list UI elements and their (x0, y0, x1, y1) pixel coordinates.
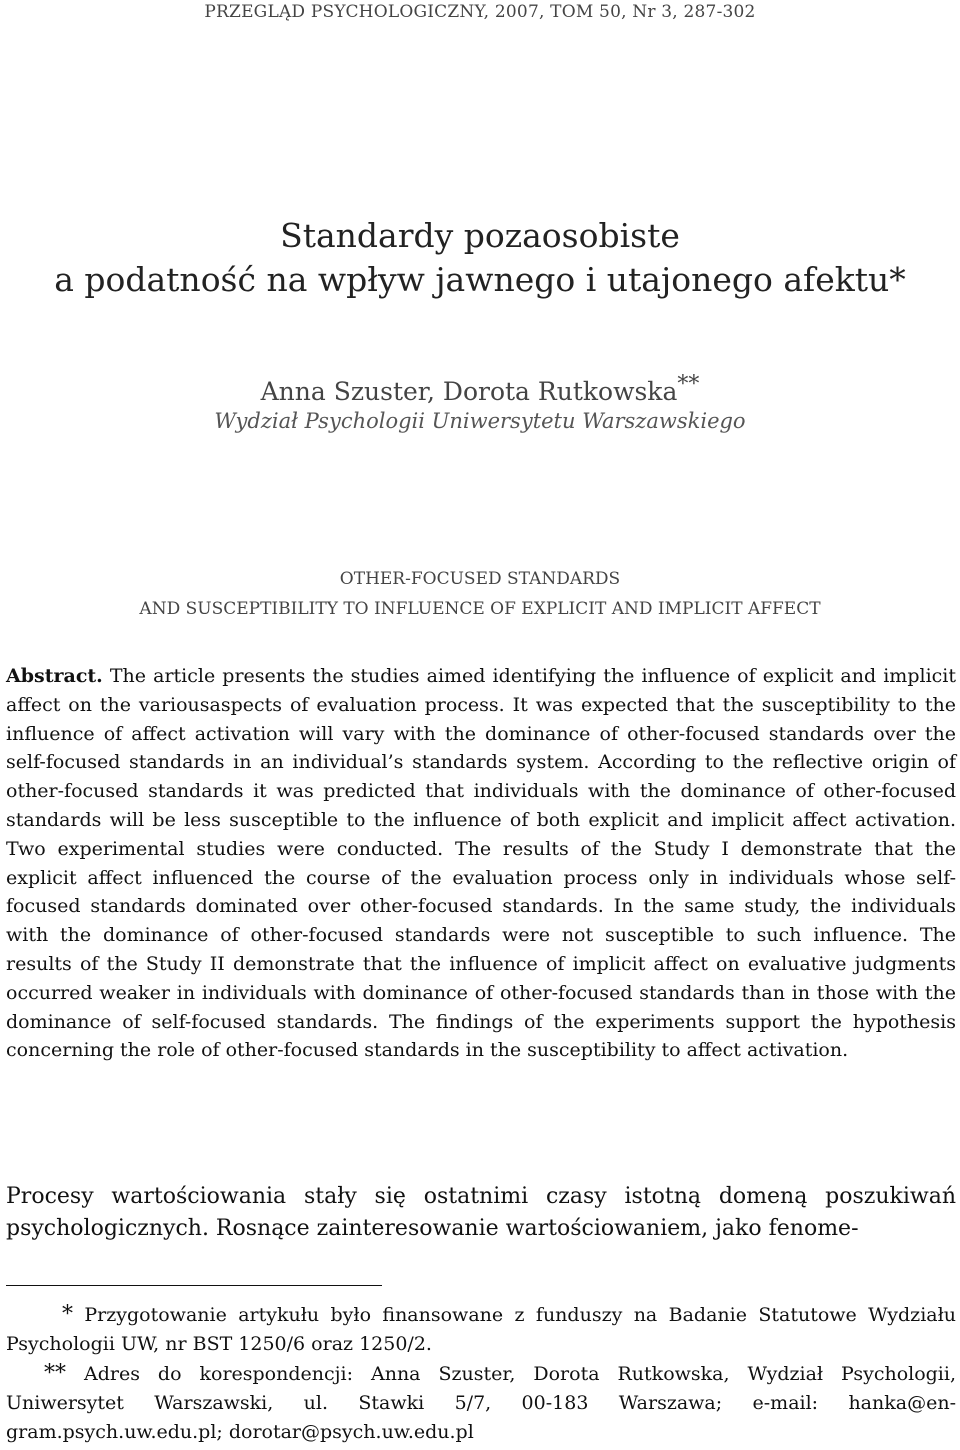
footnotes (6, 1300, 956, 1447)
english-title-line-1: OTHER-FOCUSED STANDARDS (339, 569, 621, 589)
article-title (0, 214, 960, 302)
footnote-2 (6, 1359, 956, 1447)
abstract-text: The article presents the studies aimed identifying the influence of explicit and implicit affect on the variousaspects of evaluation process. It was expected that the susceptibility to the influence of affect activation will vary with the dominance of other-focused standards over the self-focused standards in an individual’s standards system. According to the reflective origin of other-focused standards it was predicted that individuals with the dominance of other-focused standards will be less susceptible to the influence of both explicit and implicit affect activation. Two experimental studies were conducted. The results of the Study I demonstrate that the explicit affect influenced the course of the evaluation process only in individuals whose self-focused standards dominated over other-focused standards. In the same study, the individuals with the dominance of other-focused standards were not susceptible to such influence. The results of the Study II demonstrate that the influence of implicit affect on evaluative judgments occurred weaker in individuals with dominance of other-focused standards than in those with the dominance of self-focused standards. The findings of the experiments support the hypothesis concerning the role of other-focused standards in the susceptibility to affect activation. (6, 665, 956, 1062)
footnote-divider (6, 1285, 382, 1286)
affiliation: Wydział Psychologii Uniwersytetu Warszawskiego (214, 409, 746, 433)
abstract-label: Abstract. (6, 665, 103, 687)
footnote-1 (6, 1300, 956, 1359)
authors (0, 372, 960, 406)
author-names: Anna Szuster, Dorota Rutkowska (260, 377, 678, 406)
footnote-1-text: Przygotowanie artykułu było finansowane z funduszy na Badanie Statutowe Wydziału Psychologii UW, nr BST 1250/6 oraz 1250/2. (6, 1304, 956, 1355)
footnote-1-mark: * (62, 1302, 73, 1327)
title-line-1: Standardy pozaosobiste (280, 216, 680, 255)
footnote-2-mark: ** (44, 1361, 66, 1386)
title-line-2: a podatność na wpływ jawnego i utajonego afektu* (54, 260, 906, 299)
abstract (6, 662, 956, 1065)
journal-header: PRZEGLĄD PSYCHOLOGICZNY, 2007, TOM 50, Nr 3, 287-302 (204, 2, 756, 22)
body-paragraph: Procesy wartościowania stały się ostatnimi czasy istotną domeną poszukiwań psychologicznych. Rosnące zainteresowanie wartościowaniem, jako fenome- (6, 1184, 956, 1241)
footnote-2-text: Adres do korespondencji: Anna Szuster, Dorota Rutkowska, Wydział Psychologii, Uniwersytet Warszawski, ul. Stawki 5/7, 00-183 Warszawa; e-mail: hanka@engram.psych.uw.edu.pl; dorotar@psych.uw.edu.pl (6, 1363, 957, 1443)
english-title (0, 564, 960, 624)
english-title-line-2: AND SUSCEPTIBILITY TO INFLUENCE OF EXPLICIT AND IMPLICIT AFFECT (139, 599, 821, 619)
author-footnote-mark: ** (677, 372, 700, 397)
